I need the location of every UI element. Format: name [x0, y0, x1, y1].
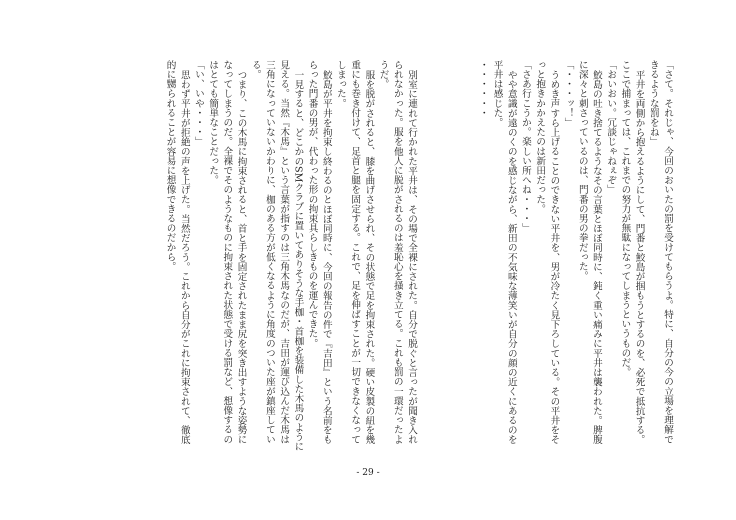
text-line: 別室に連れて行かれた平井は、その場で全裸にされた。自分で脱ぐと言ったが聞き入れ: [406, 69, 417, 444]
text-line: 「さて。それじゃ、今回のおいたの罰を受けてもらうよ。特に、自分の今の立場を理解で: [662, 60, 673, 444]
text-line: 鮫島が平井を拘束し終わるのとほぼ同時に、今回の報告の件で『吉田』という名前をも: [320, 69, 332, 444]
text-line: 「おいおい。冗談じゃねぇぞ」: [605, 60, 617, 195]
text-line: 平井は感じた。: [491, 60, 503, 128]
text-line: うめき声すら上げることのできない平井を、男が冷たく見下ろしている。その平井をそ: [548, 69, 560, 444]
text-line: きるような罰をね」: [647, 60, 659, 147]
text-line: 一見すると、どこかのSMクラブに置いてありそうな手枷・首枷を装備した木馬のように: [292, 69, 304, 451]
text-line: つまり、この木馬に拘束されると、首と手を固定されたまま尻を突き出すような姿勢に: [235, 69, 247, 444]
text-line: 「さあ行こうか。楽しい所へね・・・」: [519, 60, 531, 233]
text-line: る。: [249, 60, 261, 80]
text-line: 服を脱がされると、膝を曲げさせられ、その状態で足を拘束された。硬い皮製の紐を幾: [363, 69, 375, 444]
text-block-right: [414, 60, 674, 465]
text-line: 三角になっていないかわりに、枷のある方が低くなるように角度のついた座が鎮座してい: [263, 60, 275, 444]
text-line: られなかった。服を他人に脱がされるのは羞恥心を掻き立てる。これも罰の一環だったよ: [391, 60, 403, 444]
text-line: 的に嬲られることが容易に想像できるのだから。: [164, 60, 176, 272]
text-line: らった門番の男が、代わった形の拘束具らしきものを運んできた。: [306, 60, 318, 348]
text-line: っと抱きかかえたのは新田だった。: [534, 60, 546, 214]
text-line: 重にも巻き付けて、足首と腿を固定する。これで、足を伸ばすことが一切できなくなって: [349, 60, 361, 444]
text-line: やや意識が遠のくのを感じながら、新田の不気味な薄笑いが自分の顔の近くにあるのを: [505, 69, 517, 444]
text-block-left: [62, 60, 418, 465]
text-line: なってしまうのだ。全裸でそのようなものに拘束された状態で受ける罰など、想像するの: [221, 60, 233, 444]
text-line: 鮫島の吐き捨てるようなその言葉とほぼ同時に、鈍く重い痛みに平井は襲われた。脾腹: [590, 69, 602, 444]
text-line: 「・・・ッ！」: [562, 60, 574, 128]
text-line: 「い、いや・・・」: [192, 60, 204, 147]
section-separator: ・・・・・・: [477, 60, 489, 118]
text-line: しまった。: [334, 60, 346, 108]
text-line: うだ。: [377, 60, 389, 89]
page-number: - 29 -: [356, 468, 380, 478]
text-line: に深々と刺さっているのは、門番の男の拳だった。: [576, 60, 588, 281]
text-line: はとても簡単なことだった。: [207, 60, 219, 185]
text-line: 平井を両側から抱えるようにして、門番と鮫島が掴もうとするのを、必死で抵抗する。: [633, 69, 645, 444]
text-line: 見える。当然『木馬』という言葉が指すのは三角木馬なのだが、吉田が運び込んだ木馬は: [278, 60, 290, 444]
text-line: 思わず平井が拒絶の声を上げた。当然だろう。これから自分がこれに拘束されて、徹底: [178, 69, 190, 444]
text-line: ここで捕まっては、これまでの努力が無駄になってしまうというものだ。: [619, 60, 631, 377]
